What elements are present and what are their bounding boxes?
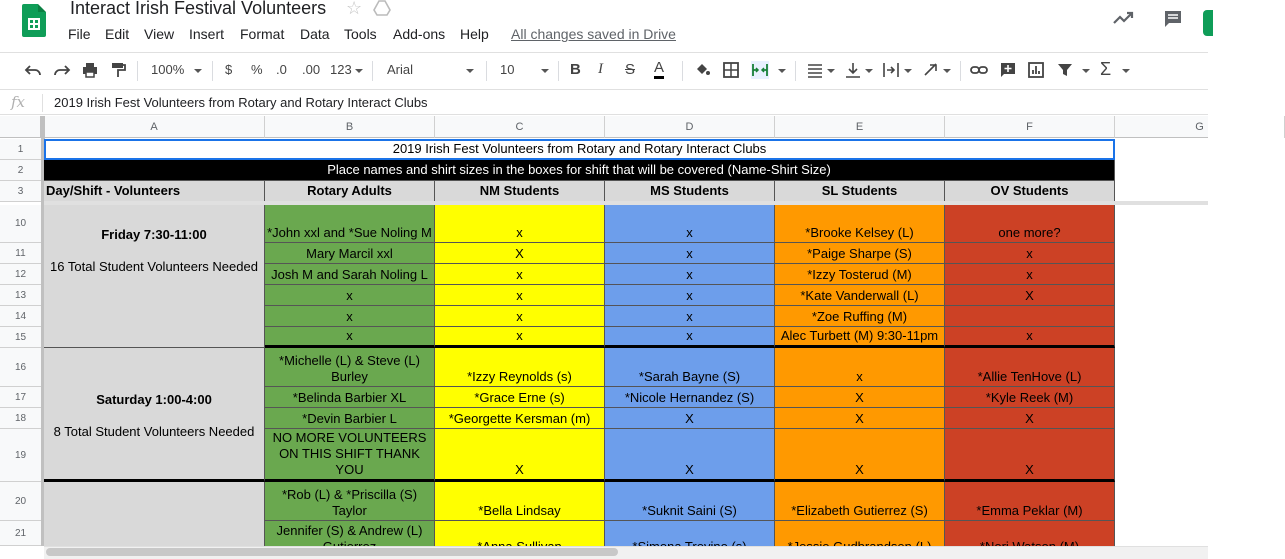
cell-r14-ov[interactable] [945,306,1115,327]
cell-r13-nm[interactable]: x [435,285,605,306]
saturday-shift-label: Saturday 1:00-4:00 [96,392,212,407]
text-rotation-icon[interactable] [922,61,940,79]
title-cell[interactable]: 2019 Irish Fest Volunteers from Rotary and Rotary Interact Clubs [44,139,1115,160]
undo-icon[interactable] [24,61,42,79]
menu-addons[interactable]: Add-ons [393,26,446,42]
cell-r20-ms[interactable]: *Suknit Saini (S) [605,482,775,521]
move-to-folder-icon[interactable] [373,0,391,17]
instructions-cell[interactable]: Place names and shirt sizes in the boxes for shift that will be covered (Name-Shirt Size) [44,160,1115,181]
cell-r11-ms[interactable]: x [605,243,775,264]
cell-r20-rotary[interactable]: *Rob (L) & *Priscilla (S) Taylor [265,482,435,521]
cell-r18-ms[interactable]: X [605,408,775,429]
font-size-select[interactable]: 10 [500,62,515,77]
cell-r14-rotary[interactable]: x [265,306,435,327]
strikethrough-icon[interactable]: S [625,61,636,78]
toolbar-separator [795,61,796,81]
chevron-down-icon[interactable] [355,69,363,73]
activity-trend-icon[interactable] [1112,8,1134,28]
friday-shift-cell[interactable] [44,205,265,348]
chevron-down-icon[interactable] [466,69,474,73]
sheets-logo-icon[interactable] [22,4,46,37]
column-header-e[interactable]: E [775,116,945,138]
cell-r16-sl[interactable]: x [775,348,945,387]
friday-shift-label: Friday 7:30-11:00 [101,227,207,242]
cell-r11-sl[interactable]: *Paige Sharpe (S) [775,243,945,264]
column-header-c[interactable]: C [435,116,605,138]
row-header[interactable]: 2 [0,160,41,181]
star-icon[interactable]: ☆ [346,0,363,18]
menu-insert[interactable]: Insert [189,26,225,42]
toolbar-separator [558,61,559,81]
cell-r16-rotary[interactable]: *Michelle (L) & Steve (L) Burley [265,348,435,387]
row-header[interactable]: 13 [0,285,41,306]
functions-icon[interactable]: Σ [1100,59,1112,79]
document-title[interactable]: Interact Irish Festival Volunteers [70,0,327,18]
cell-r16-nm[interactable]: *Izzy Reynolds (s) [435,348,605,387]
cell-r11-ov[interactable]: x [945,243,1115,264]
cell-r21-rotary[interactable]: Jennifer (S) & Andrew (L) [265,521,435,546]
cell-r15-ms[interactable]: x [605,327,775,348]
formula-input[interactable]: 2019 Irish Fest Volunteers from Rotary and Rotary Interact Clubs [54,95,428,110]
cell-r15-nm[interactable]: x [435,327,605,348]
column-header-a[interactable]: A [44,116,265,138]
cell-r10-ms[interactable]: x [605,205,775,243]
cell-r11-nm[interactable]: X [435,243,605,264]
formula-icon: fx [11,93,26,111]
chevron-down-icon[interactable] [541,69,549,73]
row-header[interactable]: 21 [0,521,41,546]
cell-r17-rotary[interactable]: *Belinda Barbier XL [265,387,435,408]
cell-r21-nm[interactable] [435,521,605,546]
cell-r18-nm[interactable]: *Georgette Kersman (m) [435,408,605,429]
save-status-link[interactable]: All changes saved in Drive [511,26,676,42]
header-cell-ov-students[interactable]: OV Students [945,181,1115,202]
fill-color-icon[interactable] [693,61,711,79]
menu-file[interactable]: File [68,26,91,42]
column-header-b[interactable]: B [265,116,435,138]
cell-r20-ov[interactable]: *Emma Peklar (M) [945,482,1115,521]
row-header[interactable]: 10 [0,205,41,243]
row-header[interactable]: 19 [0,429,41,482]
row-header[interactable]: 16 [0,348,41,387]
cell-r17-ms[interactable]: *Nicole Hernandez (S) [605,387,775,408]
cell-r21-sl[interactable] [775,521,945,546]
row-header[interactable]: 14 [0,306,41,327]
toolbar-separator [486,61,487,81]
cell-r21-ms[interactable] [605,521,775,546]
menu-tools[interactable]: Tools [344,26,377,42]
column-header-d[interactable]: D [605,116,775,138]
row-header[interactable]: 18 [0,408,41,429]
saturday-needed-label: 8 Total Student Volunteers Needed [53,424,255,439]
more-formats-button[interactable]: 123 [330,62,352,77]
saturday-shift-cell[interactable] [44,348,265,482]
cell-r16-ms[interactable]: *Sarah Bayne (S) [605,348,775,387]
chevron-down-icon[interactable] [827,69,835,73]
merge-cells-icon[interactable] [751,61,769,79]
cell-r11-rotary[interactable]: Mary Marcil xxl [265,243,435,264]
row-header[interactable]: 1 [0,139,41,160]
insert-chart-icon[interactable] [1027,61,1045,79]
header-cell-sl-students[interactable]: SL Students [775,181,945,202]
cell-r21-ov[interactable] [945,521,1115,546]
column-header-f[interactable]: F [945,116,1115,138]
row-header[interactable]: 11 [0,243,41,264]
row-header[interactable]: 15 [0,327,41,348]
cell-r13-sl[interactable]: *Kate Vanderwall (L) [775,285,945,306]
header-cell-ms-students[interactable]: MS Students [605,181,775,202]
cell-r15-sl[interactable]: Alec Turbett (M) 9:30-11pm [775,327,945,348]
cell-r14-ms[interactable]: x [605,306,775,327]
cell-r19-ov[interactable]: X [945,429,1115,482]
cell-r12-nm[interactable]: x [435,264,605,285]
cell-r20-sl[interactable]: *Elizabeth Gutierrez (S) [775,482,945,521]
font-select[interactable]: Arial [387,62,414,77]
cell-r16-ov[interactable]: *Allie TenHove (L) [945,348,1115,387]
redo-icon[interactable] [53,61,71,79]
cell-r12-ov[interactable]: x [945,264,1115,285]
cell-r10-ov[interactable]: one more? [945,205,1115,243]
header-cell-day-shift[interactable]: Day/Shift - Volunteers [44,181,265,202]
chevron-down-icon[interactable] [1082,69,1090,73]
cell-r10-rotary[interactable]: *John xxl and *Sue Noling M [265,205,435,243]
cell-r18-ov[interactable]: X [945,408,1115,429]
next-shift-cell[interactable] [44,482,265,546]
toolbar-separator [137,61,138,81]
percent-format-button[interactable]: % [251,62,263,77]
cell-r13-ms[interactable]: x [605,285,775,306]
text-color-icon[interactable]: A [654,59,664,79]
menu-view[interactable]: View [144,26,175,42]
chevron-down-icon[interactable] [194,69,202,73]
menu-format[interactable]: Format [240,26,285,42]
toolbar-separator [682,61,683,81]
header-cell-rotary-adults[interactable]: Rotary Adults [265,181,435,202]
cell-r12-ms[interactable]: x [605,264,775,285]
menu-help[interactable]: Help [460,26,489,42]
cell-r13-rotary[interactable]: x [265,285,435,306]
paint-format-icon[interactable] [109,61,127,79]
increase-decimal-button[interactable]: .00 [302,62,321,77]
vertical-align-icon[interactable] [844,61,862,79]
cell-r12-sl[interactable]: *Izzy Tosterud (M) [775,264,945,285]
friday-needed-label: 16 Total Student Volunteers Needed [50,259,258,274]
chevron-down-icon[interactable] [943,69,951,73]
cell-r17-sl[interactable]: X [775,387,945,408]
text-wrap-icon[interactable] [882,61,900,79]
horizontal-align-icon[interactable] [806,61,824,79]
comment-icon[interactable] [1163,9,1183,29]
cell-r12-rotary[interactable]: Josh M and Sarah Noling L [265,264,435,285]
horizontal-scrollbar-thumb[interactable] [46,548,618,556]
share-button[interactable] [1203,10,1213,36]
borders-icon[interactable] [722,61,740,79]
zoom-select[interactable]: 100% [151,62,185,77]
cell-r15-rotary[interactable]: x [265,327,435,348]
menu-edit[interactable]: Edit [105,26,130,42]
cell-r20-nm[interactable]: *Bella Lindsay [435,482,605,521]
cell-r19-ms[interactable]: X [605,429,775,482]
cell-r19-nm[interactable]: X [435,429,605,482]
cell-r10-sl[interactable]: *Brooke Kelsey (L) [775,205,945,243]
cell-r18-sl[interactable]: X [775,408,945,429]
currency-format-button[interactable]: $ [225,62,233,77]
insert-link-icon[interactable] [970,61,988,79]
cell-r19-sl[interactable]: X [775,429,945,482]
cell-r13-ov[interactable]: X [945,285,1115,306]
cell-r14-nm[interactable]: x [435,306,605,327]
cell-r10-nm[interactable]: x [435,205,605,243]
cell-r17-nm[interactable]: *Grace Erne (s) [435,387,605,408]
header-cell-nm-students[interactable]: NM Students [435,181,605,202]
decrease-decimal-button[interactable]: .0 [276,62,287,77]
cell-r14-sl[interactable]: *Zoe Ruffing (M) [775,306,945,327]
print-icon[interactable] [81,61,99,79]
row-header[interactable]: 3 [0,181,41,202]
italic-icon[interactable]: I [598,61,603,77]
cell-r19-rotary[interactable]: NO MORE VOLUNTEERS ON THIS SHIFT THANK YOU [265,429,435,482]
toolbar-separator [372,61,373,81]
filter-icon[interactable] [1056,61,1074,79]
cell-r15-ov[interactable]: x [945,327,1115,348]
toolbar-separator [960,61,961,81]
insert-comment-icon[interactable] [999,61,1017,79]
formula-separator [42,94,43,112]
row-header[interactable]: 12 [0,264,41,285]
select-all-corner[interactable] [0,116,44,138]
row-header[interactable]: 20 [0,482,41,521]
cell-r18-rotary[interactable]: *Devin Barbier L [265,408,435,429]
column-header-g[interactable]: G [1115,116,1285,138]
menu-data[interactable]: Data [300,26,330,42]
cell-r17-ov[interactable]: *Kyle Reek (M) [945,387,1115,408]
row-header[interactable]: 17 [0,387,41,408]
chevron-down-icon[interactable] [1122,69,1130,73]
toolbar-separator [212,61,213,81]
chevron-down-icon[interactable] [865,69,873,73]
bold-icon[interactable]: B [570,61,581,78]
chevron-down-icon[interactable] [904,69,912,73]
chevron-down-icon[interactable] [778,69,786,73]
